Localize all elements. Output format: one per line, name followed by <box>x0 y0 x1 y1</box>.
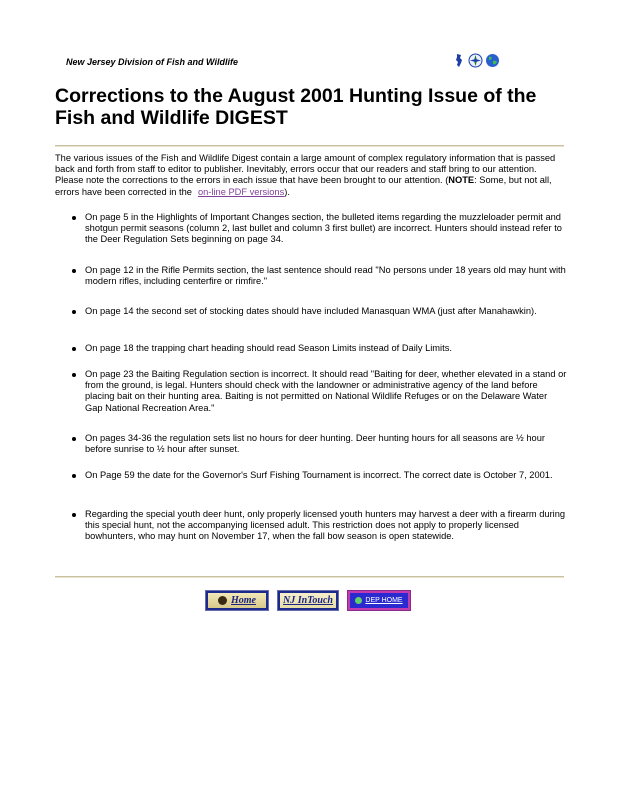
list-item-text: On page 18 the trapping chart heading should read Season Limits instead of Daily Limits. <box>85 343 452 353</box>
bullet-icon <box>72 474 76 478</box>
nj-intouch-button[interactable] <box>278 591 338 610</box>
bullet-icon <box>72 513 76 517</box>
globe-icon[interactable] <box>485 53 500 68</box>
bullet-icon <box>72 373 76 377</box>
divider-bottom <box>55 576 564 578</box>
globe-mini-icon <box>355 597 362 604</box>
page-title: Corrections to the August 2001 Hunting Issue of the Fish and Wildlife DIGEST <box>55 85 537 129</box>
list-item <box>55 265 567 287</box>
pdf-versions-link[interactable]: on-line PDF versions <box>197 186 285 197</box>
list-item <box>55 343 567 354</box>
list-item <box>55 306 567 317</box>
footer-nav <box>206 591 410 610</box>
list-item-text: On pages 34-36 the regulation sets list no hours for deer hunting. Deer hunting hours for all seasons are ½ hour before sunrise to ½ hour after sunset. <box>85 433 545 455</box>
list-item-text: On page 5 in the Highlights of Important Changes section, the bulleted items regarding the muzzleloader permit and shotgun permit seasons (column 2, last bullet and column 3 first bullet) are incorrect. Hunters should instead refer to the Deer Regulation Sets beginning on page 34. <box>85 212 562 245</box>
bullet-icon <box>72 347 76 351</box>
nj-intouch-label: NJ InTouch <box>283 595 333 606</box>
bullet-icon <box>72 310 76 314</box>
list-item-text: On page 12 in the Rifle Permits section, the last sentence should read "No persons under 18 years old may hunt with modern rifles, including centerfire or rimfire." <box>85 265 566 287</box>
dep-home-button[interactable] <box>348 591 410 610</box>
list-item-text: Regarding the special youth deer hunt, only properly licensed youth hunters may harvest a deer with a firearm during this special hunt, not the accompanying licensed adult. This restriction does not apply to properly licensed bowhunters, who may hunt on November 17, when the fall bow season is open statewide. <box>85 509 566 542</box>
home-button-label: Home <box>231 595 256 606</box>
dep-home-label: DEP HOME <box>365 597 403 604</box>
nj-map-icon[interactable] <box>451 53 466 68</box>
list-item-text: On Page 59 the date for the Governor's Surf Fishing Tournament is incorrect. The correct date is October 7, 2001. <box>85 470 553 480</box>
header-icons <box>451 53 500 68</box>
list-item-text: On page 14 the second set of stocking dates should have included Manasquan WMA (just after Manahawkin). <box>85 306 537 316</box>
list-item <box>55 212 567 246</box>
list-item-text: On page 23 the Baiting Regulation section is incorrect. It should read "Baiting for deer, whether elevated in a stand or from the ground, is legal. Hunters should check with the landowner or administrative agency of the land before placing bait on their hunting area. Baiting is not permitted on National Wildlife Refuges or on the Delaware Water Gap National Recreation Area." <box>85 369 567 413</box>
list-item <box>55 433 567 455</box>
list-item <box>55 509 567 543</box>
divider-top <box>55 145 564 147</box>
bullet-icon <box>72 437 76 441</box>
intro-tail: ). <box>284 186 290 197</box>
intro-paragraph <box>55 153 565 198</box>
org-name: New Jersey Division of Fish and Wildlife <box>66 57 238 67</box>
bullet-icon <box>72 269 76 273</box>
compass-icon[interactable] <box>468 53 483 68</box>
home-button[interactable] <box>206 591 268 610</box>
intro-text: The various issues of the Fish and Wildlife Digest contain a large amount of complex regulatory information that is passed back and forth from staff to editor to publisher. Inevitably, errors occur that our readers and staff bring to our attention. Please note the corrections to the errors in each issue that have been brought to our attention. ( <box>55 153 556 186</box>
list-item <box>55 369 567 414</box>
list-item <box>55 470 567 481</box>
note-label: NOTE <box>448 175 475 186</box>
note-text: : Some, but not all, errors have been corrected in the <box>55 175 552 197</box>
bullet-icon <box>72 216 76 220</box>
paw-icon <box>218 596 227 605</box>
